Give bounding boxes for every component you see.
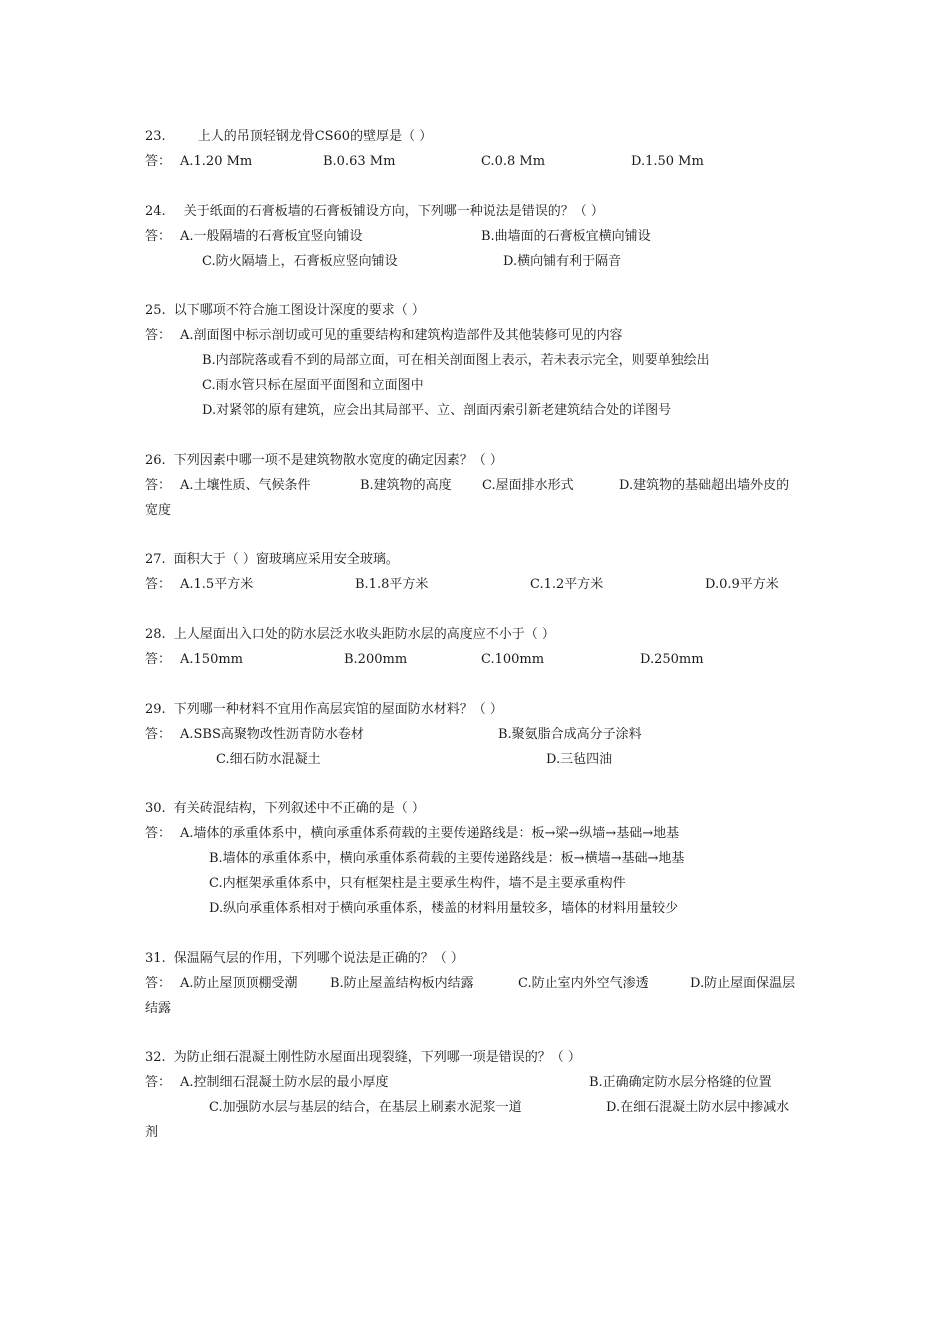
answer-label: 答： <box>145 976 172 991</box>
option-b: B.1.8平方米 <box>355 577 429 592</box>
option-b: B.防止屋盖结构板内结露 <box>330 976 474 991</box>
answer-label: 答： <box>145 826 172 841</box>
option-c: C.屋面排水形式 <box>482 478 574 493</box>
option-a: A.1.20 Mm <box>180 154 253 169</box>
option-b: B.内部院落或看不到的局部立面，可在相关剖面图上表示，若未表示完全，则要单独绘出 <box>202 353 710 368</box>
question-26 <box>145 452 503 470</box>
option-c: C.0.8 Mm <box>481 154 546 169</box>
question-number: 32. <box>145 1050 166 1065</box>
option-d: D.纵向承重体系相对于横向承重体系，楼盖的材料用量较多，墙体的材料用量较少 <box>209 901 679 916</box>
question-number: 25. <box>145 303 166 318</box>
option-d: D.在细石混凝土防水层中掺减水 <box>606 1100 790 1115</box>
question-30 <box>145 800 425 818</box>
question-number: 28. <box>145 627 166 642</box>
option-b: B.正确确定防水层分格缝的位置 <box>589 1075 772 1090</box>
option-a: A.1.5平方米 <box>180 577 254 592</box>
option-a: A.控制细石混凝土防水层的最小厚度 <box>180 1075 389 1090</box>
question-number: 23. <box>145 129 166 144</box>
question-number: 26. <box>145 453 166 468</box>
option-continuation: 结露 <box>145 1001 172 1016</box>
answer-label: 答： <box>145 229 172 244</box>
option-d: D.建筑物的基础超出墙外皮的 <box>619 478 790 493</box>
option-d: D.防止屋面保温层 <box>690 976 796 991</box>
question-stem: 下列哪一种材料不宜用作高层宾馆的屋面防水材料？（ ） <box>173 702 503 717</box>
option-c: C.防火隔墙上，石膏板应竖向铺设 <box>202 254 398 269</box>
question-32 <box>145 1049 581 1067</box>
question-number: 31. <box>145 951 166 966</box>
option-c: C.防止室内外空气渗透 <box>518 976 649 991</box>
option-a: A.SBS高聚物改性沥青防水卷材 <box>180 727 364 742</box>
question-stem: 面积大于（ ）窗玻璃应采用安全玻璃。 <box>173 552 399 567</box>
option-b: B.0.63 Mm <box>323 154 396 169</box>
question-stem: 有关砖混结构，下列叙述中不正确的是（ ） <box>173 801 425 816</box>
option-continuation: 宽度 <box>145 503 172 518</box>
answer-label: 答： <box>145 154 172 169</box>
question-stem: 关于纸面的石膏板墙的石膏板铺设方向，下列哪一种说法是错误的？（ ） <box>183 204 604 219</box>
option-b: B.聚氨脂合成高分子涂料 <box>498 727 642 742</box>
option-d: D.1.50 Mm <box>631 154 704 169</box>
option-a: A.墙体的承重体系中，横向承重体系荷载的主要传递路线是：板→梁→纵墙→基础→地基 <box>180 826 680 841</box>
answer-label: 答： <box>145 652 172 667</box>
question-28 <box>145 626 555 644</box>
answer-label: 答： <box>145 727 172 742</box>
option-c: C.1.2平方米 <box>530 577 604 592</box>
question-stem: 上人屋面出入口处的防水层泛水收头距防水层的高度应不小于（ ） <box>173 627 555 642</box>
question-23 <box>145 128 432 146</box>
answer-label: 答： <box>145 478 172 493</box>
option-b: B.200mm <box>344 652 408 667</box>
question-number: 24. <box>145 204 166 219</box>
question-29 <box>145 701 503 719</box>
option-c: C.加强防水层与基层的结合，在基层上刷素水泥浆一道 <box>209 1100 522 1115</box>
question-25 <box>145 302 425 320</box>
option-b: B.墙体的承重体系中，横向承重体系荷载的主要传递路线是：板→横墙→基础→地基 <box>209 851 685 866</box>
option-d: D.250mm <box>640 652 704 667</box>
option-c: C.雨水管只标在屋面平面图和立面图中 <box>202 378 424 393</box>
question-27 <box>145 551 399 569</box>
option-c: C.细石防水混凝土 <box>216 752 321 767</box>
option-c: C.内框架承重体系中，只有框架柱是主要承生构件，墙不是主要承重构件 <box>209 876 626 891</box>
question-31 <box>145 950 464 968</box>
option-a: A.土壤性质、气候条件 <box>180 478 311 493</box>
answer-label: 答： <box>145 328 172 343</box>
answer-label: 答： <box>145 577 172 592</box>
question-stem: 保温隔气层的作用，下列哪个说法是正确的？（ ） <box>173 951 464 966</box>
question-24 <box>145 203 604 221</box>
question-number: 27. <box>145 552 166 567</box>
option-d: D.横向铺有利于隔音 <box>503 254 622 269</box>
answer-label: 答： <box>145 1075 172 1090</box>
option-b: B.建筑物的高度 <box>360 478 452 493</box>
option-a: A.150mm <box>180 652 243 667</box>
question-number: 29. <box>145 702 166 717</box>
option-a: A.一般隔墙的石膏板宜竖向铺设 <box>180 229 363 244</box>
option-a: A.剖面图中标示剖切或可见的重要结构和建筑构造部件及其他装修可见的内容 <box>180 328 623 343</box>
question-stem: 以下哪项不符合施工图设计深度的要求（ ） <box>173 303 425 318</box>
option-a: A.防止屋顶顶棚受潮 <box>180 976 298 991</box>
question-stem: 下列因素中哪一项不是建筑物散水宽度的确定因素？（ ） <box>173 453 503 468</box>
option-b: B.曲墙面的石膏板宜横向铺设 <box>481 229 651 244</box>
question-number: 30. <box>145 801 166 816</box>
option-d: D.三毡四油 <box>546 752 613 767</box>
question-stem: 上人的吊顶轻钢龙骨CS60的壁厚是（ ） <box>197 129 433 144</box>
question-stem: 为防止细石混凝土刚性防水屋面出现裂缝，下列哪一项是错误的？（ ） <box>173 1050 581 1065</box>
option-d: D.对紧邻的原有建筑，应会出其局部平、立、剖面丙索引新老建筑结合处的详图号 <box>202 403 672 418</box>
option-d: D.0.9平方米 <box>705 577 779 592</box>
option-continuation: 剂 <box>145 1125 159 1140</box>
option-c: C.100mm <box>481 652 545 667</box>
